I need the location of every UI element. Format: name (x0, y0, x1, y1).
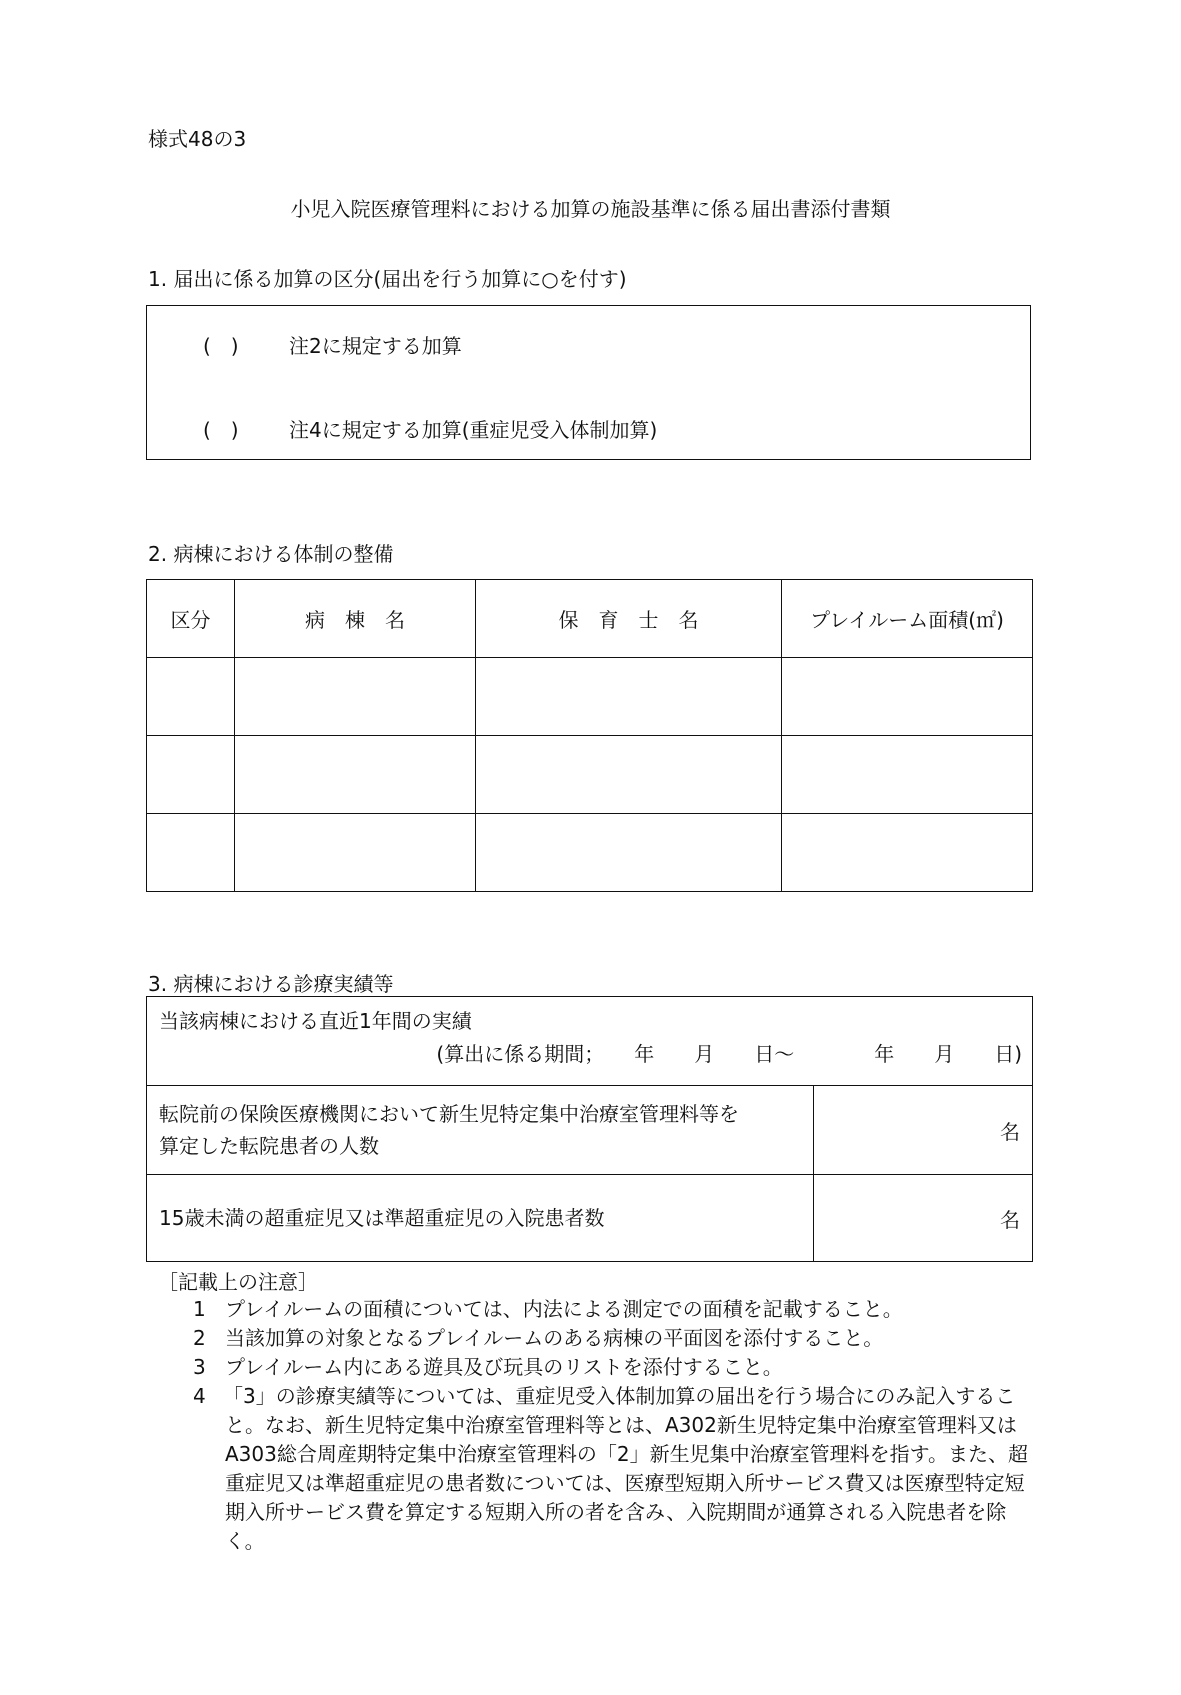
table-row (147, 814, 1033, 892)
table-cell[interactable] (476, 736, 782, 814)
option-label: 注4に規定する加算(重症児受入体制加算) (289, 418, 658, 442)
table-cell[interactable] (147, 814, 235, 892)
note-item (193, 1324, 1039, 1353)
row-label: 転院前の保険医療機関において新生児特定集中治療室管理料等を (159, 1102, 739, 1126)
count-cell[interactable]: 名 (814, 1086, 1033, 1175)
period-row (147, 997, 1033, 1086)
table-cell[interactable] (476, 814, 782, 892)
note-item (193, 1353, 1039, 1382)
column-header: 保 育 士 名 (476, 580, 782, 658)
table-cell[interactable] (782, 814, 1033, 892)
performance-table (146, 996, 1033, 1262)
table-cell[interactable] (147, 658, 235, 736)
note-text: プレイルームの面積については、内法による測定での面積を記載すること。 (225, 1297, 903, 1321)
table-cell[interactable] (782, 658, 1033, 736)
note-number: 3 (193, 1355, 206, 1379)
row-label: 算定した転院患者の人数 (159, 1134, 379, 1158)
note-text: 「3」の診療実績等については、重症児受入体制加算の届出を行う場合にのみ記入すること。なお、新生児特定集中治療室管理料等とは、A302新生児特定集中治療室管理料又はA303総合周産期特定集中治療室管理料の「2」新生児集中治療室管理料を指す。また、超重症児又は準超重症児の患者数については、医療型短期入所サービス費又は医療型特定短期入所サービス費を算定する短期入所の者を含み、入院期間が通算される入院患者を除く。 (223, 1384, 1028, 1553)
note-item (193, 1295, 1039, 1324)
section1-heading: 1. 届出に係る加算の区分(届出を行う加算に○を付す) (148, 267, 627, 291)
table-row (147, 736, 1033, 814)
table-cell[interactable] (782, 736, 1033, 814)
note-number: 2 (193, 1326, 206, 1350)
count-cell[interactable]: 名 (814, 1175, 1033, 1262)
section3-heading: 3. 病棟における診療実績等 (148, 972, 394, 996)
table-cell[interactable] (147, 736, 235, 814)
table-row (147, 1086, 1033, 1175)
column-header: プレイルーム面積(㎡) (782, 580, 1033, 658)
table-cell[interactable] (235, 814, 476, 892)
document-title: 小児入院医療管理料における加算の施設基準に係る届出書添付書類 (290, 197, 891, 221)
table-cell[interactable] (235, 736, 476, 814)
note-item (193, 1382, 1039, 1556)
period-line[interactable]: (算出に係る期間； 年 月 日～ 年 月 日) (436, 1042, 1023, 1066)
table-row (147, 658, 1033, 736)
note-text: 当該加算の対象となるプレイルームのある病棟の平面図を添付すること。 (225, 1326, 884, 1350)
addition-options-box (146, 305, 1031, 460)
option-checkbox[interactable]: ( ) (203, 418, 239, 442)
table-row (147, 1175, 1033, 1262)
row-label: 15歳未満の超重症児又は準超重症児の入院患者数 (159, 1206, 605, 1230)
note-number: 4 (193, 1384, 206, 1408)
table-header-row (147, 580, 1033, 658)
option-checkbox[interactable]: ( ) (203, 334, 239, 358)
table-cell[interactable] (235, 658, 476, 736)
column-header: 区分 (147, 580, 235, 658)
table-cell[interactable] (476, 658, 782, 736)
column-header: 病 棟 名 (235, 580, 476, 658)
note-number: 1 (193, 1297, 206, 1321)
note-text: プレイルーム内にある遊具及び玩具のリストを添付すること。 (225, 1355, 783, 1379)
notes-heading: ［記載上の注意］ (158, 1270, 318, 1294)
option-label: 注2に規定する加算 (289, 334, 462, 358)
form-number: 様式48の3 (148, 127, 247, 151)
period-title: 当該病棟における直近1年間の実績 (159, 1009, 472, 1033)
section2-heading: 2. 病棟における体制の整備 (148, 542, 394, 566)
ward-staffing-table (146, 579, 1033, 892)
